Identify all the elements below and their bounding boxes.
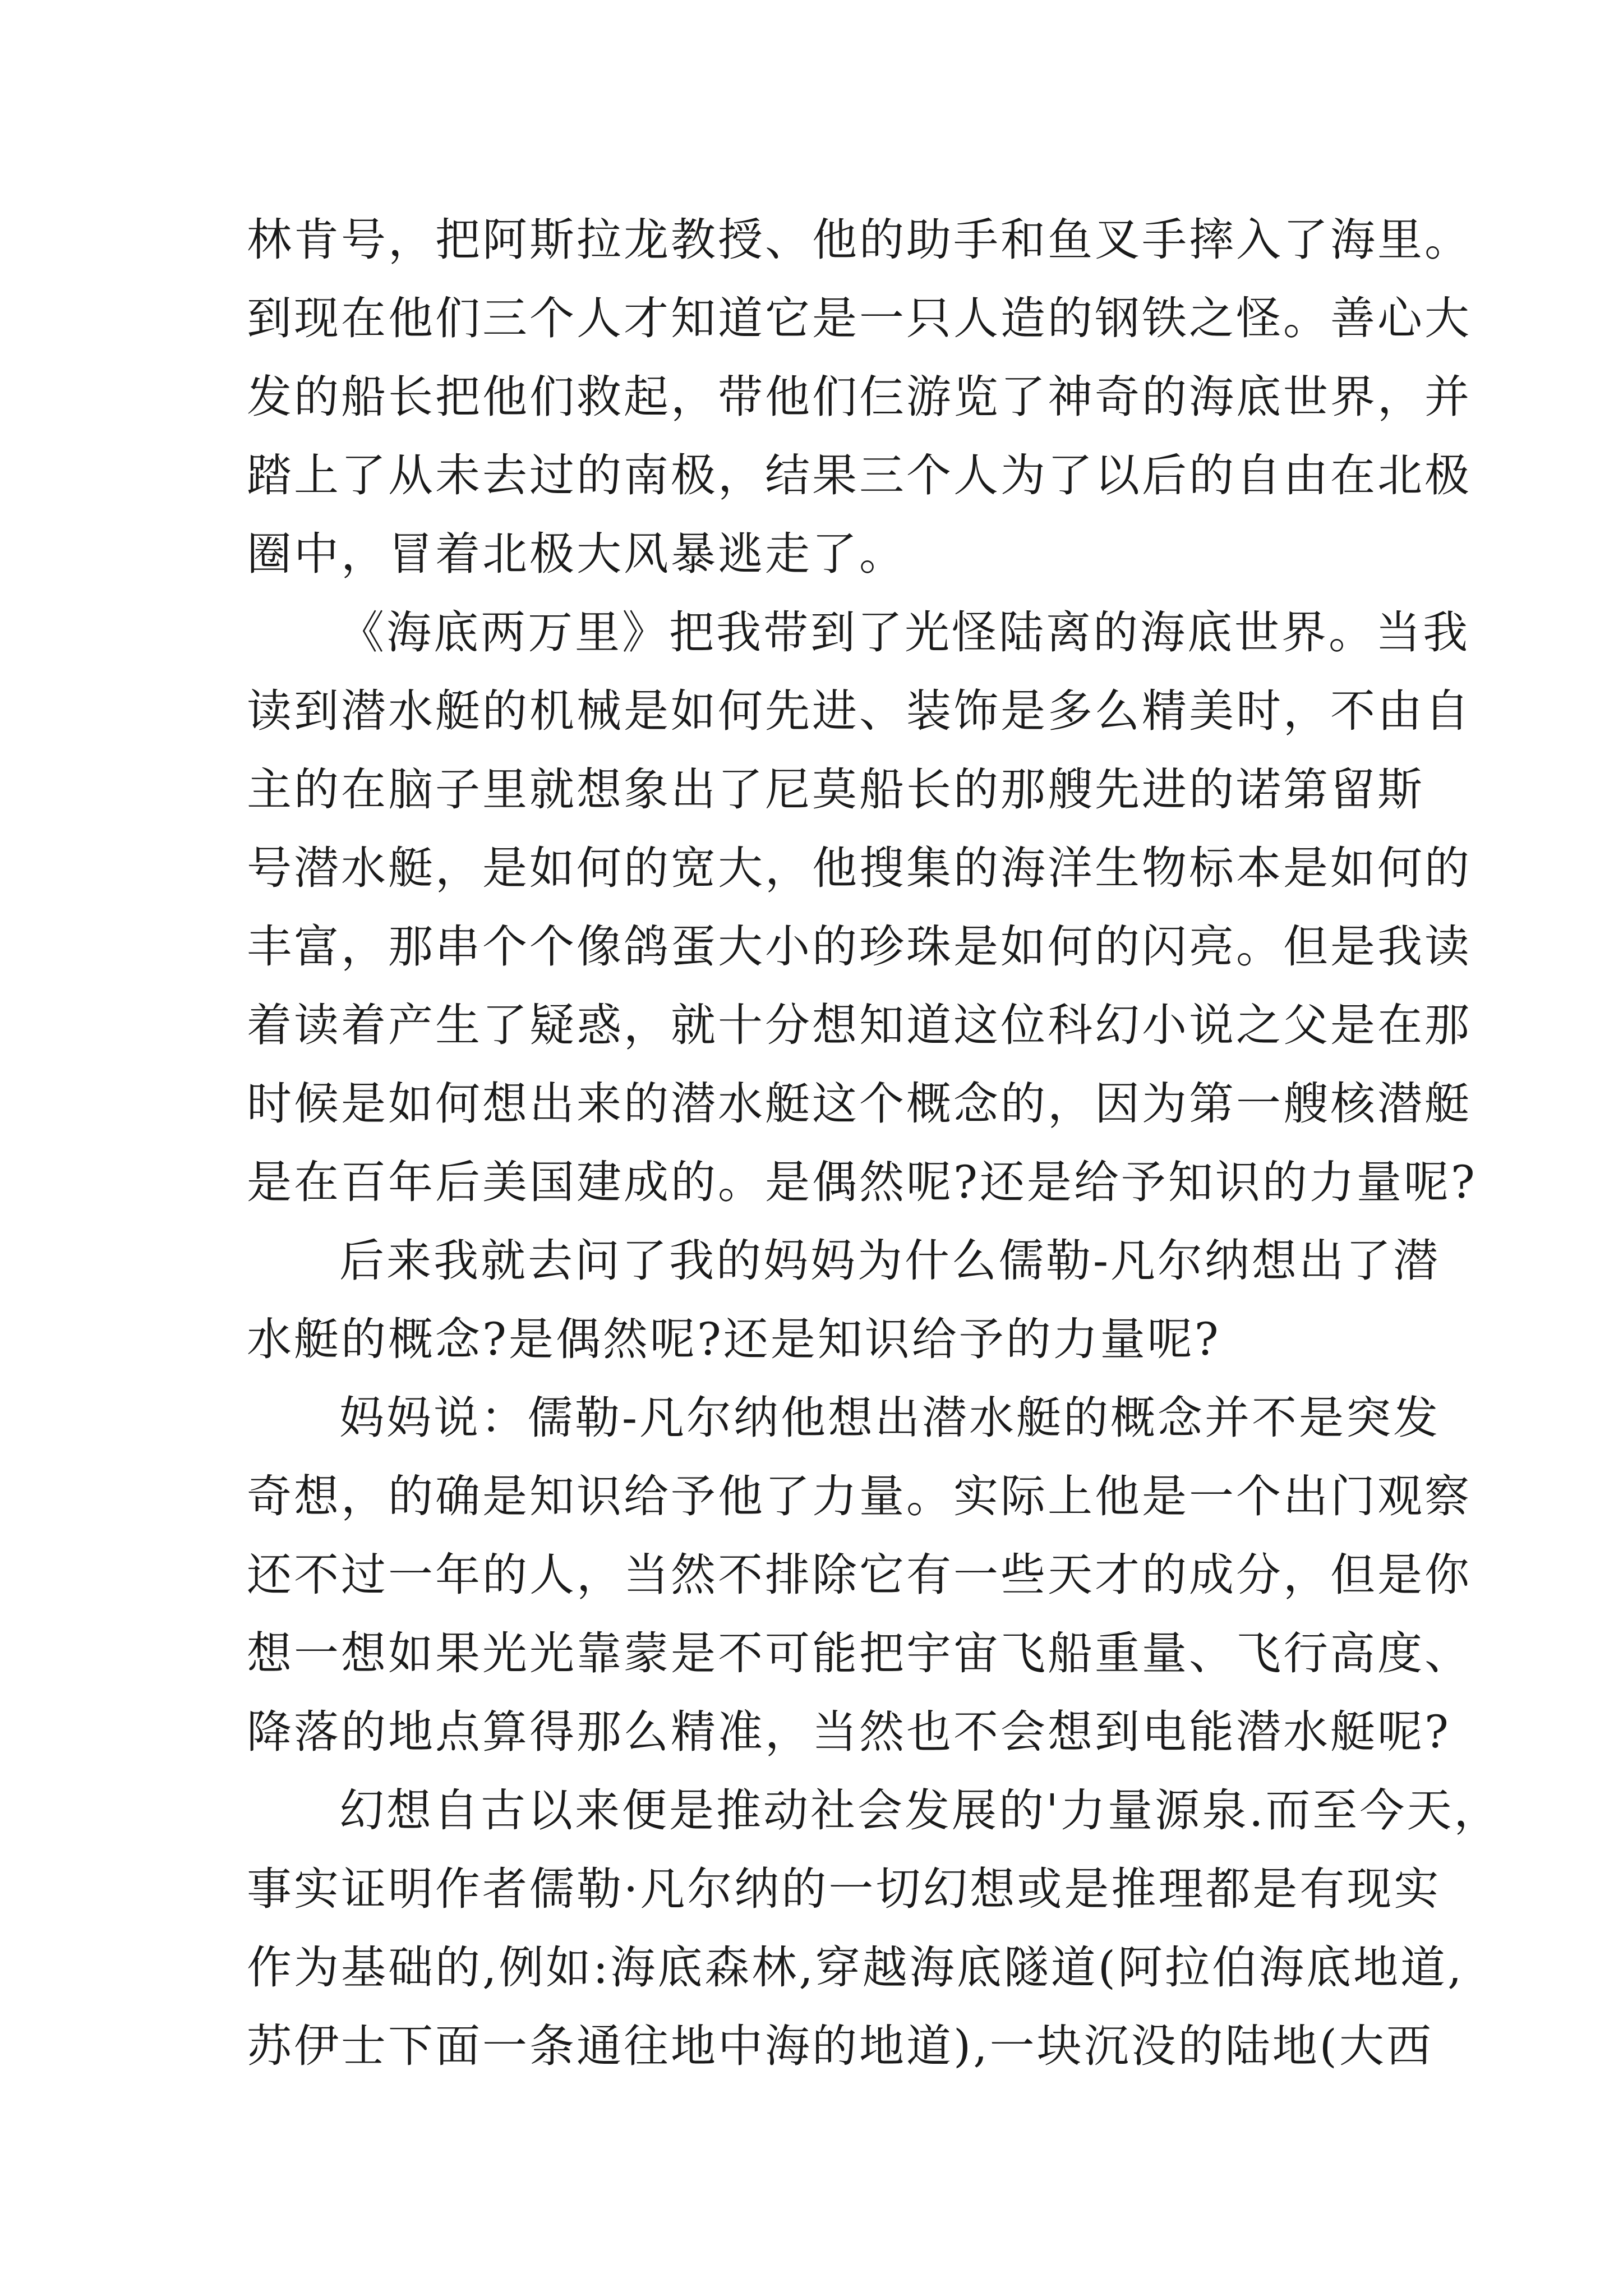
body-text: [247, 201, 1501, 2086]
text-line: 发的船长把他们救起，带他们仨游览了神奇的海底世界，并: [247, 371, 1472, 423]
text-line: 林肯号，把阿斯拉龙教授、他的助手和鱼叉手摔入了海里。: [247, 214, 1472, 266]
text-line: 还不过一年的人，当然不排除它有一些天才的成分，但是你: [247, 1549, 1472, 1601]
text-line: 《海底两万里》把我带到了光怪陆离的海底世界。当我: [339, 606, 1470, 659]
text-line: 着读着产生了疑惑，就十分想知道这位科幻小说之父是在那: [247, 999, 1472, 1051]
text-line: 是在百年后美国建成的。是偶然呢?还是给予知识的力量呢?: [247, 1156, 1477, 1208]
text-line: 作为基础的,例如:海底森林,穿越海底隧道(阿拉伯海底地道,: [247, 1941, 1464, 1994]
text-line: 丰富，那串个个像鸽蛋大小的珍珠是如何的闪亮。但是我读: [247, 921, 1472, 973]
text-line: 号潜水艇，是如何的宽大，他搜集的海洋生物标本是如何的: [247, 842, 1472, 894]
text-line: 踏上了从未去过的南极，结果三个人为了以后的自由在北极: [247, 449, 1472, 501]
text-line: 读到潜水艇的机械是如何先进、装饰是多么精美时，不由自: [247, 685, 1472, 737]
text-line: 想一想如果光光靠蒙是不可能把宇宙飞船重量、飞行高度、: [247, 1627, 1472, 1680]
text-line: 圈中，冒着北极大风暴逃走了。: [247, 528, 906, 580]
text-line: 苏伊士下面一条通往地中海的地道),一块沉没的陆地(大西: [247, 2020, 1433, 2072]
text-line: 事实证明作者儒勒·凡尔纳的一切幻想或是推理都是有现实: [247, 1863, 1441, 1915]
text-line: 妈妈说：儒勒-凡尔纳他想出潜水艇的概念并不是突发: [339, 1392, 1441, 1444]
text-line: 幻想自古以来便是推动社会发展的'力量源泉.而至今天，: [339, 1784, 1501, 1837]
text-line: 时候是如何想出来的潜水艇这个概念的，因为第一艘核潜艇: [247, 1078, 1472, 1130]
text-line: 后来我就去问了我的妈妈为什么儒勒-凡尔纳想出了潜: [339, 1235, 1441, 1287]
text-line: 主的在脑子里就想象出了尼莫船长的那艘先进的诺第留斯: [247, 763, 1424, 816]
text-line: 到现在他们三个人才知道它是一只人造的钢铁之怪。善心大: [247, 292, 1472, 344]
text-line: 水艇的概念?是偶然呢?还是知识给予的力量呢?: [247, 1313, 1221, 1365]
text-line: 奇想，的确是知识给予他了力量。实际上他是一个出门观察: [247, 1470, 1472, 1522]
text-line: 降落的地点算得那么精准，当然也不会想到电能潜水艇呢?: [247, 1706, 1451, 1758]
